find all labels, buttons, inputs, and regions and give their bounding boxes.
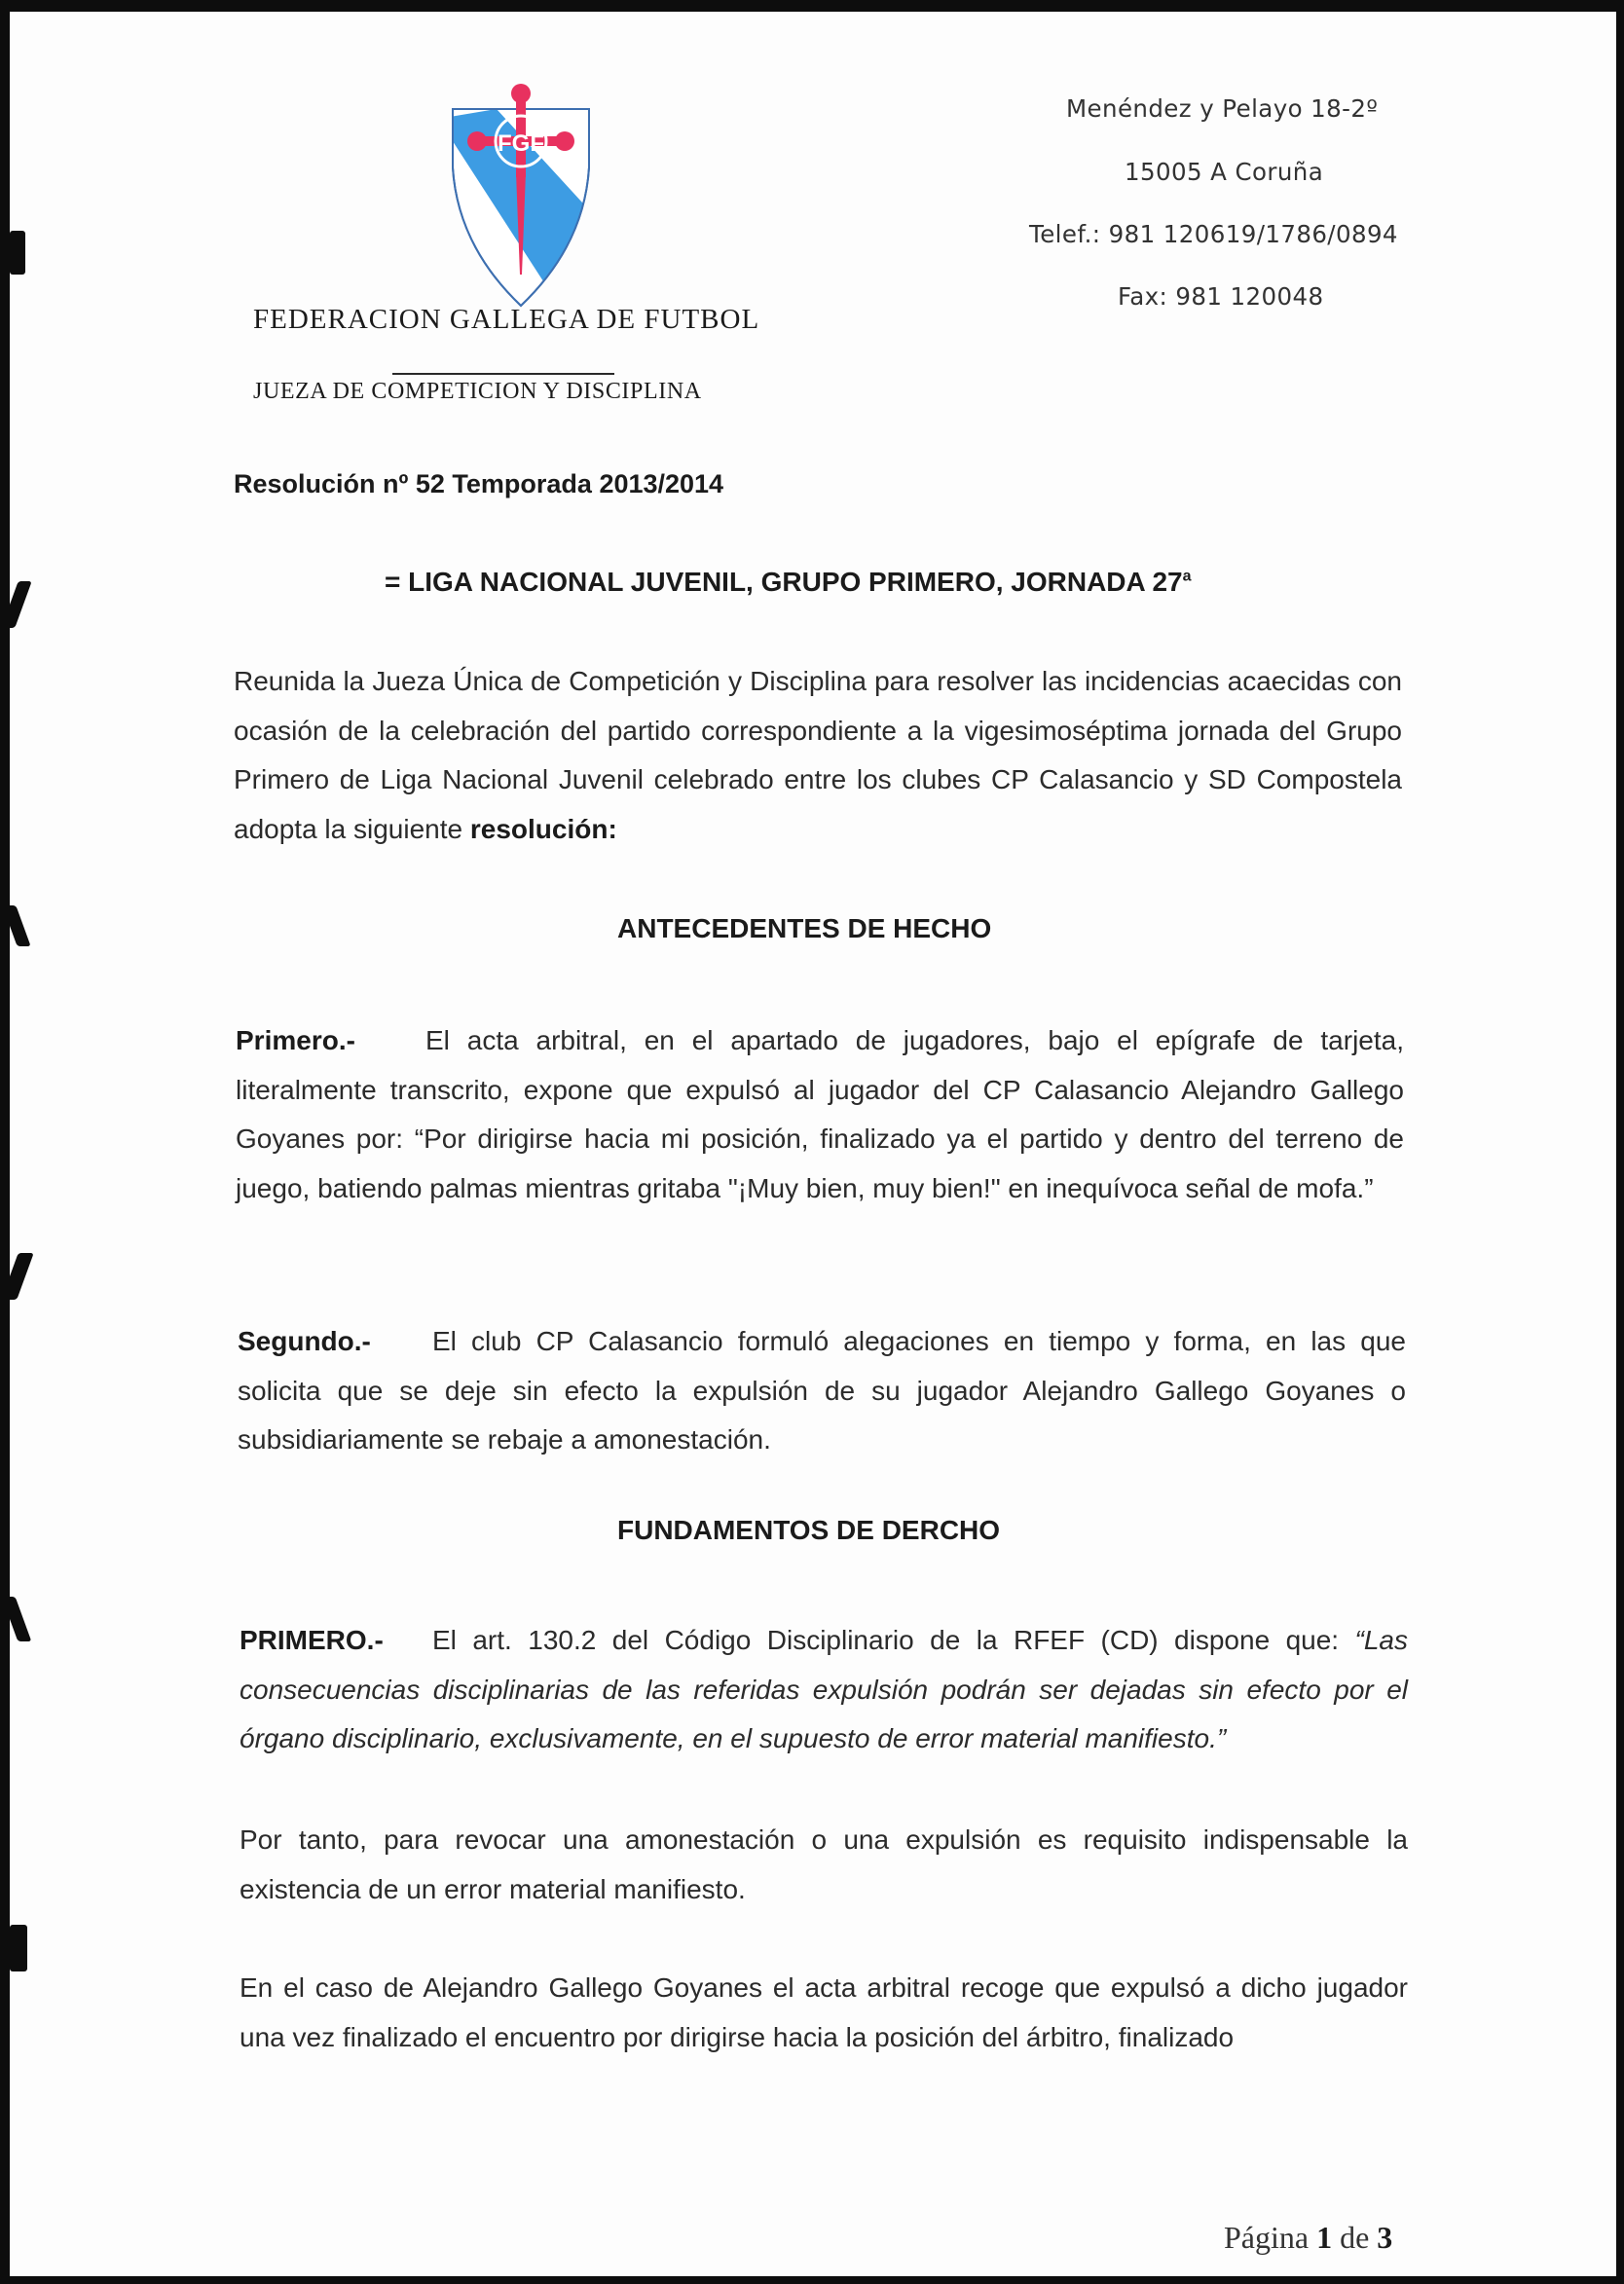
fundamento-primero-text: El art. 130.2 del Código Disciplinario de la RFEF (CD) dispone que: — [432, 1625, 1355, 1655]
page-number — [1224, 2220, 1392, 2256]
page-of: de — [1340, 2220, 1370, 2255]
intro-text: Reunida la Jueza Única de Competición y Disciplina para resolver las incidencias acaecidas con ocasión de la celebración del partido correspondiente a la vigesimoséptima jornada del Grupo Primero de Liga Nacional Juvenil celebrado entre los clubes CP Calasancio y SD Compostela adopta la siguiente — [234, 666, 1402, 844]
competition-sup: a — [1182, 568, 1192, 585]
scan-mark — [10, 231, 25, 275]
antecedente-segundo-label: Segundo.- — [238, 1326, 371, 1356]
competition-text: = LIGA NACIONAL JUVENIL, GRUPO PRIMERO, JORNADA 27 — [385, 567, 1183, 597]
fundamento-primero-quote: “Las consecuencias disciplinarias de las referidas expulsión podrán ser dejadas sin efecto por el órgano disciplinario, exclusivamente, en el supuesto de error material manifiesto.” — [240, 1625, 1408, 1753]
address-city: 15005 A Coruña — [1125, 158, 1324, 186]
scan-mark — [10, 1253, 34, 1300]
page-total: 3 — [1377, 2220, 1393, 2255]
scan-mark — [10, 1597, 31, 1641]
scan-mark — [10, 1925, 27, 1971]
crest-initials: FGF — [498, 130, 544, 157]
document-page — [10, 12, 1616, 2276]
department-name: JUEZA DE COMPETICION Y DISCIPLINA — [253, 379, 702, 404]
antecedente-segundo-text: El club CP Calasancio formuló alegaciones en tiempo y forma, en las que solicita que se deje sin efecto la expulsión de su jugador Alejandro Gallego Goyanes o subsidiariamente se rebaje a amonestación. — [238, 1326, 1406, 1455]
antecedente-primero-label: Primero.- — [236, 1025, 355, 1055]
fundamentos-heading: FUNDAMENTOS DE DERCHO — [617, 1515, 1001, 1545]
paragraph-por-tanto: Por tanto, para revocar una amonestación o una expulsión es requisito indispensable la existencia de un error material manifiesto. — [240, 1824, 1408, 1904]
resolution-title: Resolución nº 52 Temporada 2013/2014 — [234, 469, 724, 498]
page-current: 1 — [1316, 2220, 1333, 2255]
page-word: Página — [1224, 2220, 1310, 2255]
antecedentes-heading: ANTECEDENTES DE HECHO — [617, 913, 992, 943]
address-phone: Telef.: 981 120619/1786/0894 — [1029, 220, 1398, 248]
antecedente-primero — [236, 1016, 1404, 1213]
fundamento-primero — [240, 1616, 1408, 1764]
intro-bold: resolución: — [469, 813, 617, 844]
antecedente-segundo — [238, 1317, 1406, 1465]
fundamento-primero-label: PRIMERO.- — [240, 1625, 384, 1655]
intro-paragraph — [234, 657, 1402, 854]
address-fax: Fax: 981 120048 — [1118, 282, 1324, 311]
header-rule — [392, 373, 614, 375]
antecedente-primero-text: El acta arbitral, en el apartado de jugadores, bajo el epígrafe de tarjeta, literalmente transcrito, expone que expulsó al jugador del CP Calasancio Alejandro Gallego Goyanes por: “Por dirigirse hacia mi posición, finalizado ya el partido y dentro del terreno de juego, batiendo palmas mientras gritaba "¡Muy bien, muy bien!" en inequívoca señal de mofa.” — [236, 1025, 1404, 1203]
scan-mark — [10, 581, 32, 628]
federation-name: FEDERACION GALLEGA DE FUTBOL — [253, 304, 760, 335]
competition-title — [385, 567, 1192, 598]
address-street: Menéndez y Pelayo 18-2º — [1066, 94, 1379, 123]
federation-crest-logo — [438, 80, 604, 313]
paragraph-en-el-caso: En el caso de Alejandro Gallego Goyanes el acta arbitral recoge que expulsó a dicho jugador una vez finalizado el encuentro por dirigirse hacia la posición del árbitro, finalizado — [240, 1972, 1408, 2052]
scan-mark — [10, 905, 31, 946]
